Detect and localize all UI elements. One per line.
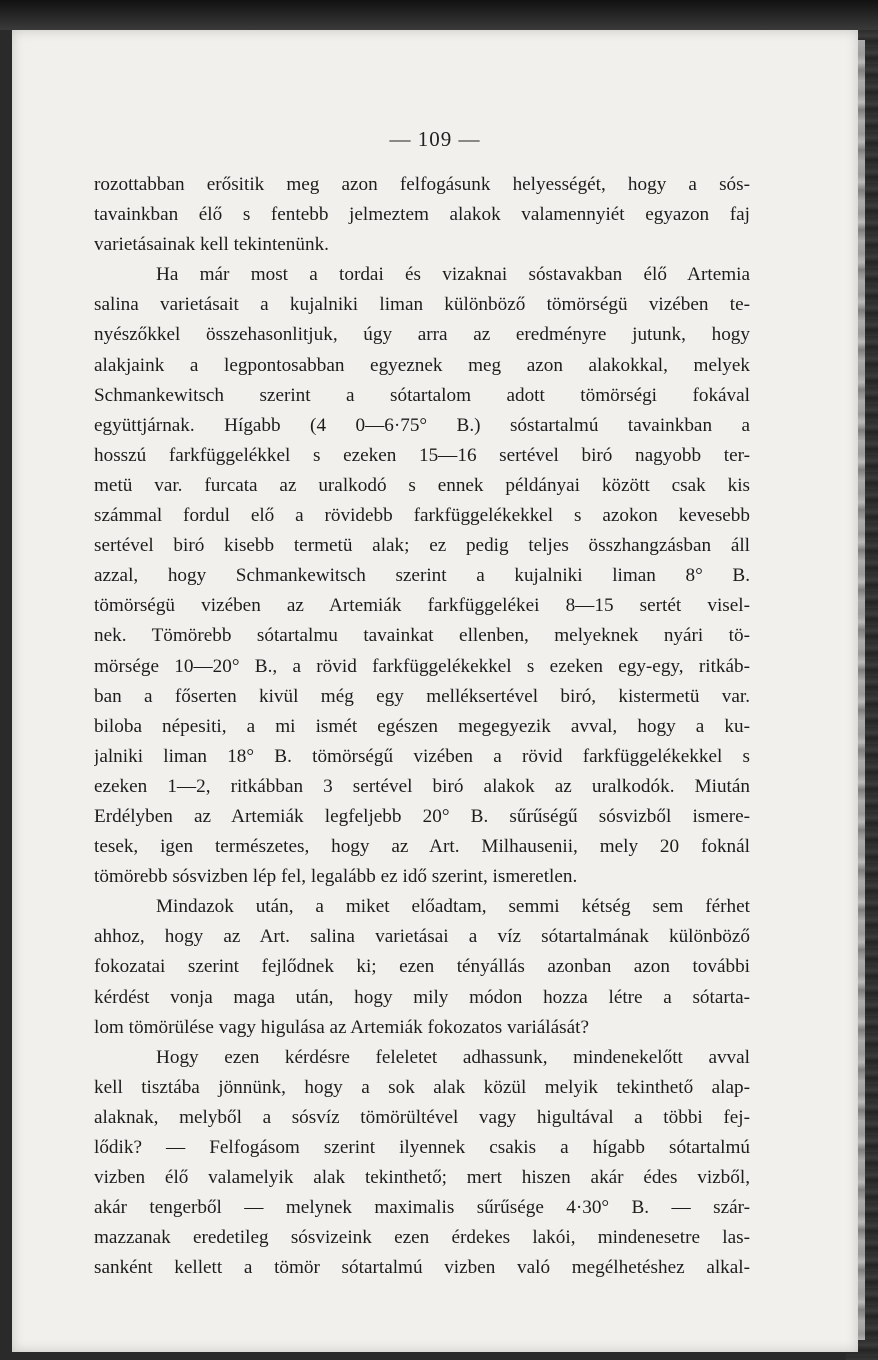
text-line: nek. Tömörebb sótartalmu tavainkat ellenben, melyeknek nyári tö-	[94, 625, 750, 647]
text-line: nyészőkkel összehasonlitjuk, úgy arra az eredményre jutunk, hogy	[94, 324, 750, 346]
text-line: alaknak, melyből a sósvíz tömörültével vagy higultával a többi fej-	[94, 1106, 750, 1128]
text-line: azzal, hogy Schmankewitsch szerint a kujalniki liman 8° B.	[94, 565, 750, 587]
text-line: fokozatai szerint fejlődnek ki; ezen tényállás azonban azon további	[94, 956, 750, 978]
text-line: lom tömörülése vagy higulása az Artemiák fokozatos variálását?	[94, 1016, 589, 1038]
text-line: varietásainak kell tekintenünk.	[94, 234, 329, 256]
text-line: ahhoz, hogy az Art. salina varietásai a víz sótartalmának különböző	[94, 926, 750, 948]
text-line: számmal fordul elő a rövidebb farkfüggelékekkel s azokon kevesebb	[94, 505, 750, 527]
text-line: metü var. furcata az uralkodó s ennek példányai között csak kis	[94, 474, 750, 496]
text-line: Erdélyben az Artemiák legfeljebb 20° B. sűrűségű sósvizből ismere-	[94, 805, 750, 827]
text-line: salina varietásait a kujalniki liman különböző tömörségü vizében te-	[94, 294, 750, 316]
text-line: Schmankewitsch szerint a sótartalom adott tömörségi fokával	[94, 384, 750, 406]
text-line: tömörségü vizében az Artemiák farkfüggelékei 8—15 sertét visel-	[94, 595, 750, 617]
text-line: ban a főserten kivül még egy melléksertével biró, kistermetü var.	[94, 685, 750, 707]
text-line: rozottabban erősitik meg azon felfogásunk helyességét, hogy a sós-	[94, 174, 750, 195]
text-line: alakjaink a legpontosabban egyeznek meg azon alakokkal, melyek	[94, 354, 750, 376]
scan-top-edge	[0, 0, 878, 30]
text-line: együttjárnak. Hígabb (4 0—6·75° B.) sóstartalmú tavainkban a	[94, 414, 750, 436]
text-line: hosszú farkfüggelékkel s ezeken 15—16 sertével biró nagyobb ter-	[94, 444, 750, 466]
text-line: akár tengerből — melynek maximalis sűrűsége 4·30° B. — szár-	[94, 1197, 750, 1219]
page-number: — 109 —	[389, 127, 481, 151]
text-line: kell tisztába jönnünk, hogy a sok alak közül melyik tekinthető alap-	[94, 1076, 750, 1098]
text-line: Mindazok után, a miket előadtam, semmi kétség sem férhet	[156, 896, 750, 918]
text-line: sertével biró kisebb termetü alak; ez pedig teljes összhangzásban áll	[94, 535, 750, 557]
text-line: tavainkban élő s fentebb jelmeztem alakok valamennyiét egyazon faj	[94, 204, 750, 226]
text-line: jalniki liman 18° B. tömörségű vizében a rövid farkfüggelékekkel s	[94, 745, 750, 767]
text-line: biloba népesiti, a mi ismét egészen megegyezik avval, hogy a ku-	[94, 715, 750, 737]
text-line: kérdést vonja maga után, hogy mily módon hozza létre a sótarta-	[94, 986, 750, 1008]
text-line: lődik? — Felfogásom szerint ilyennek csakis a hígabb sótartalmú	[94, 1137, 750, 1158]
text-line: tömörebb sósvizben lép fel, legalább ez idő szerint, ismeretlen.	[94, 866, 578, 888]
text-line: ezeken 1—2, ritkábban 3 sertével biró alakok az uralkodók. Miután	[94, 775, 750, 797]
text-line: tesek, igen természetes, hogy az Art. Milhausenii, mely 20 foknál	[94, 836, 750, 858]
text-line: Ha már most a tordai és vizaknai sóstavakban élő Artemia	[156, 264, 750, 286]
book-page	[12, 30, 858, 1352]
text-line: sanként kellett a tömör sótartalmú vizben való megélhetéshez alkal-	[94, 1257, 750, 1279]
body-text	[94, 170, 750, 1283]
text-line: vizben élő valamelyik alak tekinthető; mert hiszen akár édes vizből,	[94, 1167, 750, 1189]
text-line: mazzanak eredetileg sósvizeink ezen érdekes lakói, mindenesetre las-	[94, 1227, 750, 1249]
text-line: mörsége 10—20° B., a rövid farkfüggelékekkel s ezeken egy-egy, ritkáb-	[94, 655, 750, 677]
text-line: Hogy ezen kérdésre feleletet adhassunk, mindenekelőtt avval	[156, 1046, 750, 1068]
